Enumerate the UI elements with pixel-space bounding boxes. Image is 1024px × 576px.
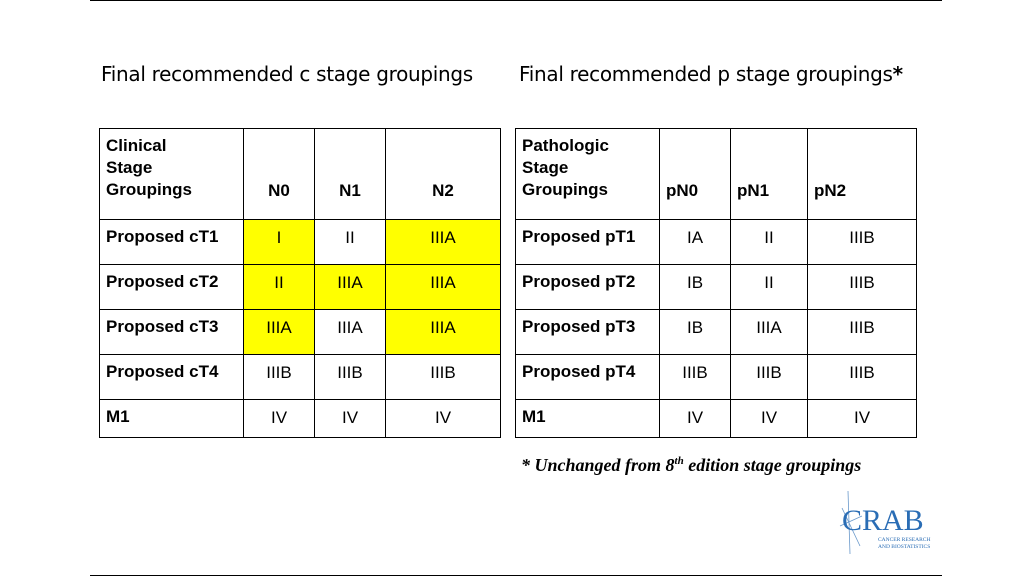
- pathologic-title: Final recommended p stage groupings*: [519, 62, 903, 86]
- stage-cell: II: [731, 220, 808, 265]
- stage-cell: IIIB: [660, 355, 731, 400]
- table-row: [100, 355, 501, 400]
- footnote: * Unchanged from 8th edition stage groupings: [521, 455, 862, 475]
- stage-cell: IIIA: [731, 310, 808, 355]
- table-header-row: [100, 129, 501, 220]
- table-row: [100, 220, 501, 265]
- stage-cell: IIIA: [315, 310, 386, 355]
- stage-cell: IIIB: [315, 355, 386, 400]
- pathologic-stage-table: [515, 128, 917, 438]
- column-header: pN0: [660, 129, 731, 220]
- corner-header: Clinical Stage Groupings: [100, 129, 244, 220]
- logo-line2: AND BIOSTATISTICS: [878, 544, 931, 550]
- stage-cell: IB: [660, 310, 731, 355]
- column-header: pN2: [808, 129, 917, 220]
- stage-cell: II: [315, 220, 386, 265]
- table-row: [516, 310, 917, 355]
- stage-cell: IB: [660, 265, 731, 310]
- stage-cell: IIIA: [386, 220, 501, 265]
- table-row: [516, 265, 917, 310]
- row-header: M1: [100, 400, 244, 438]
- stage-cell: IIIA: [244, 310, 315, 355]
- stage-cell: IIIB: [808, 355, 917, 400]
- stage-cell: IIIB: [244, 355, 315, 400]
- table-row: [516, 220, 917, 265]
- corner-header: Pathologic Stage Groupings: [516, 129, 660, 220]
- stage-cell: IIIB: [731, 355, 808, 400]
- stage-cell: IA: [660, 220, 731, 265]
- table-row: [100, 400, 501, 438]
- column-header: N1: [315, 129, 386, 220]
- row-header: Proposed cT3: [100, 310, 244, 355]
- stage-cell: IIIB: [386, 355, 501, 400]
- table-header-row: [516, 129, 917, 220]
- column-header: N2: [386, 129, 501, 220]
- stage-cell: IV: [731, 400, 808, 438]
- table-row: [516, 355, 917, 400]
- row-header: Proposed pT2: [516, 265, 660, 310]
- row-header: Proposed cT4: [100, 355, 244, 400]
- row-header: M1: [516, 400, 660, 438]
- row-header: Proposed pT3: [516, 310, 660, 355]
- table-row: [100, 265, 501, 310]
- stage-cell: IIIB: [808, 220, 917, 265]
- row-header: Proposed cT2: [100, 265, 244, 310]
- stage-cell: IIIA: [315, 265, 386, 310]
- row-header: Proposed pT4: [516, 355, 660, 400]
- stage-cell: IV: [808, 400, 917, 438]
- logo-line1: CANCER RESEARCH: [878, 537, 931, 543]
- stage-cell: IV: [660, 400, 731, 438]
- table-row: [100, 310, 501, 355]
- column-header: N0: [244, 129, 315, 220]
- stage-cell: IIIA: [386, 310, 501, 355]
- stage-cell: IV: [315, 400, 386, 438]
- stage-cell: II: [244, 265, 315, 310]
- top-rule: [90, 0, 942, 1]
- stage-cell: IIIA: [386, 265, 501, 310]
- row-header: Proposed cT1: [100, 220, 244, 265]
- table-row: [516, 400, 917, 438]
- stage-cell: IIIB: [808, 265, 917, 310]
- stage-cell: I: [244, 220, 315, 265]
- stage-cell: IIIB: [808, 310, 917, 355]
- clinical-stage-table: [99, 128, 501, 438]
- stage-cell: IV: [386, 400, 501, 438]
- logo-wordmark: CRAB: [842, 504, 924, 537]
- column-header: pN1: [731, 129, 808, 220]
- stage-cell: II: [731, 265, 808, 310]
- clinical-title: Final recommended c stage groupings: [101, 62, 473, 86]
- crab-logo: [838, 486, 938, 558]
- row-header: Proposed pT1: [516, 220, 660, 265]
- stage-cell: IV: [244, 400, 315, 438]
